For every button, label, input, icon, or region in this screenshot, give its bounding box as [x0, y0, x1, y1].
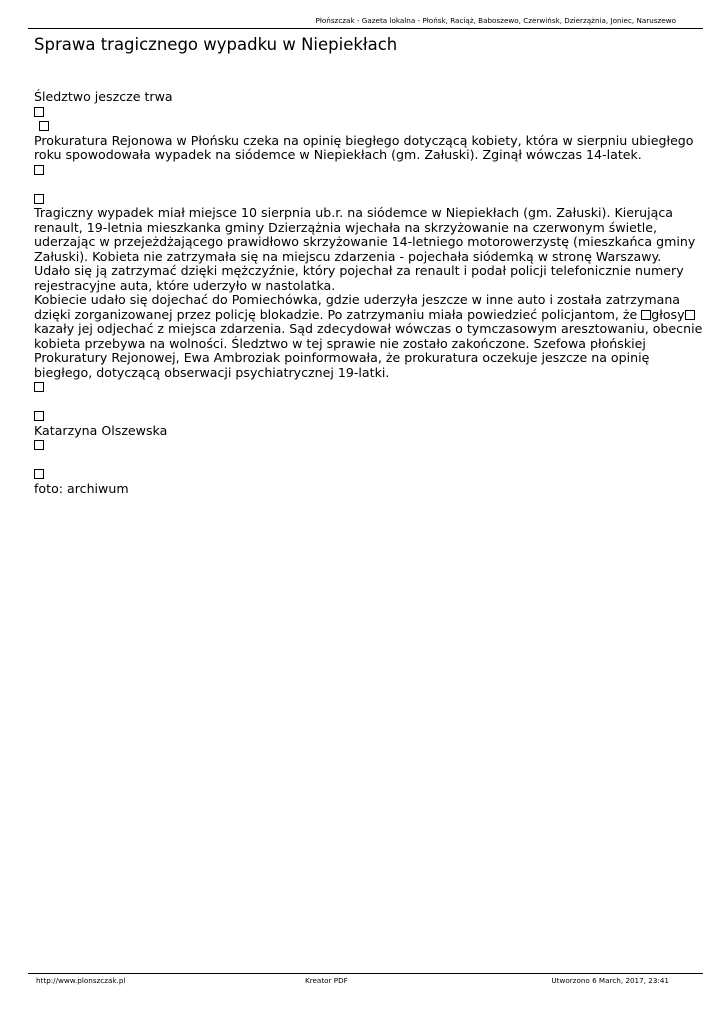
intro-line: roku spowodowała wypadek na siódemce w Niepiekłach (gm. Załuski). Zginął wówczas 14-latek. — [34, 147, 642, 162]
missing-glyph-box — [34, 467, 699, 482]
missing-glyph-box — [34, 119, 699, 134]
body-line: Załuski). Kobieta nie zatrzymała się na miejscu zdarzenia - pojechała siódemką w stronę Warszawy. — [34, 248, 662, 264]
quoted-word: głosy — [651, 306, 685, 322]
missing-glyph-box — [34, 409, 699, 424]
article-title: Sprawa tragicznego wypadku w Niepiekłach — [34, 35, 398, 54]
body-line: rejestracyjne auta, które uderzyło w nastolatka. — [34, 277, 336, 293]
missing-glyph-box — [685, 310, 695, 320]
body-line: Udało się ją zatrzymać dzięki mężczyźnie, który pojechał za renault i podał policji telefonicznie numery — [34, 263, 684, 278]
body-line: uderzając w przejeżdżającego prawidłowo skrzyżowanie 14-letniego motorowerzystę (mieszkańca gminy — [34, 234, 696, 249]
body-line: kazały jej odjechać z miejsca zdarzenia. Sąd zdecydował wówczas o tymczasowym aresztowaniu, obecnie — [34, 321, 703, 336]
missing-glyph-box — [34, 380, 699, 395]
lead-heading: Śledztwo jeszcze trwa — [34, 89, 173, 104]
body-line: Kobiecie udało się dojechać do Pomiechówka, gdzie uderzyła jeszcze w inne auto i została zatrzymana — [34, 292, 681, 307]
article-body — [34, 89, 703, 496]
missing-glyph-box — [34, 105, 699, 120]
body-line: biegłego, dotyczącą obserwacji psychiatrycznej 19-latki. — [34, 364, 390, 380]
footer-divider — [28, 973, 703, 974]
missing-glyph-box — [34, 163, 699, 178]
footer-url[interactable]: http://www.plonszczak.pl — [36, 976, 126, 985]
missing-glyph-box — [34, 192, 699, 207]
body-line: renault, 19-letnia mieszkanka gminy Dzierzążnia wjechała na skrzyżowanie na czerwonym świetle, — [34, 219, 658, 235]
footer-generator: Kreator PDF — [305, 976, 348, 985]
header-divider — [28, 28, 703, 29]
missing-glyph-box — [641, 310, 651, 320]
page-header-site: Płońszczak - Gazeta lokalna - Płońsk, Raciąż, Baboszewo, Czerwińsk, Dzierzążnia, Joniec, Naruszewo — [315, 16, 676, 25]
intro-line: Prokuratura Rejonowa w Płońsku czeka na opinię biegłego dotyczącą kobiety, która w sierpniu ubiegłego — [34, 132, 694, 148]
body-line: Prokuratury Rejonowej, Ewa Ambroziak poinformowała, że prokuratura oczekuje jeszcze na opinię — [34, 350, 650, 365]
quote-line-text: dzięki zorganizowanej przez policję blokadzie. Po zatrzymaniu miała powiedzieć policjantom, że — [34, 306, 642, 322]
article-author: Katarzyna Olszewska — [34, 422, 168, 438]
photo-credit: foto: archiwum — [34, 480, 129, 496]
body-line: Tragiczny wypadek miał miejsce 10 sierpnia ub.r. na siódemce w Niepiekłach (gm. Załuski). Kierująca — [34, 205, 673, 220]
body-line-with-quote — [34, 308, 699, 323]
missing-glyph-box — [34, 438, 699, 453]
footer-created-date: Utworzono 6 March, 2017, 23:41 — [551, 976, 669, 985]
body-line: kobieta przebywa na wolności. Śledztwo w tej sprawie nie zostało zakończone. Szefowa płońskiej — [34, 335, 646, 351]
